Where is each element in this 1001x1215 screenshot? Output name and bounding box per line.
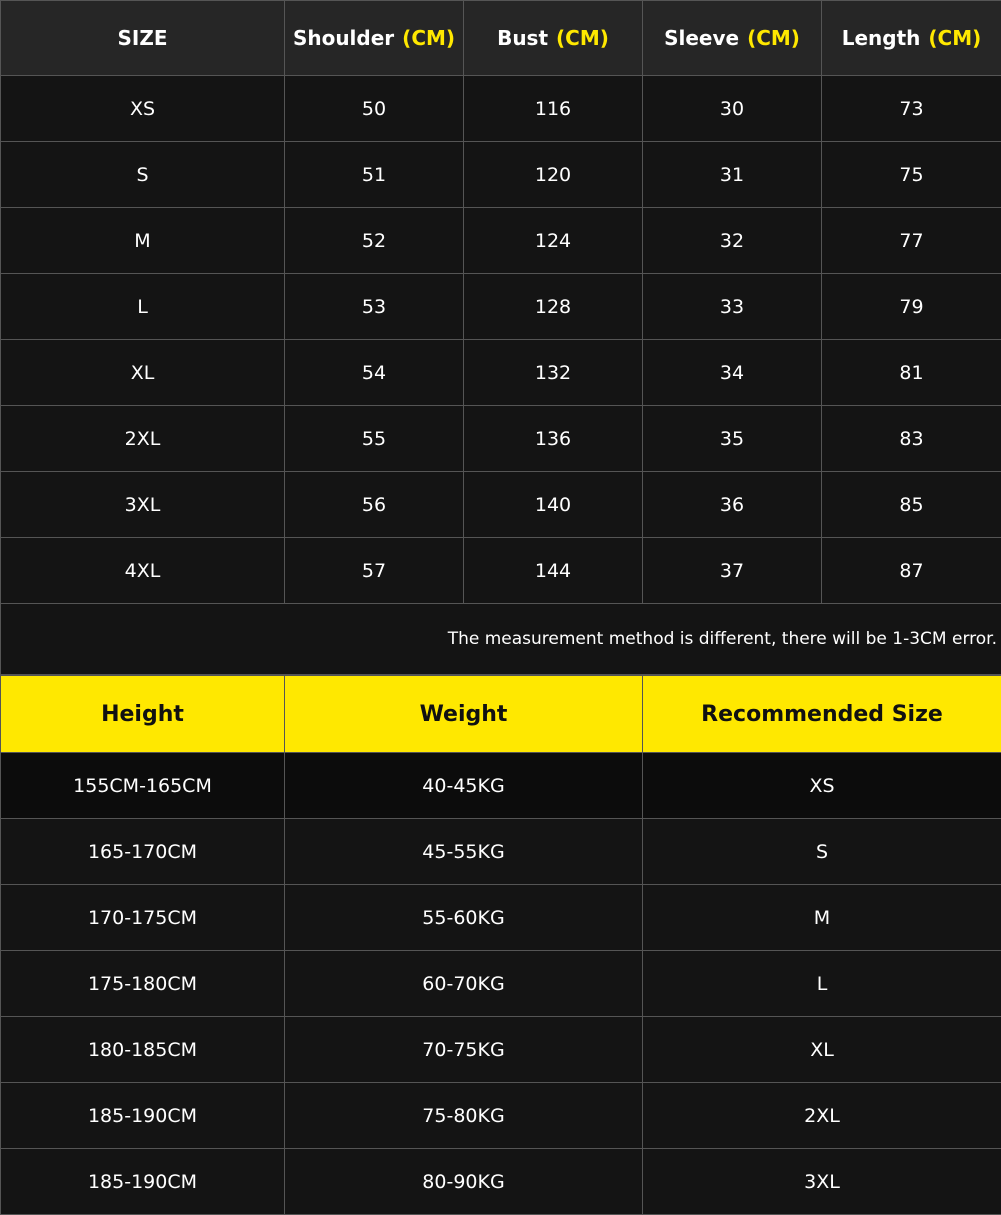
cell-height: 185-190CM (1, 1083, 285, 1149)
cell-size: XL (1, 340, 285, 406)
cell-height: 185-190CM (1, 1149, 285, 1215)
cell-size: 3XL (1, 472, 285, 538)
cell-weight: 45-55KG (285, 819, 643, 885)
cell-length: 73 (822, 76, 1001, 142)
cell-shoulder: 56 (285, 472, 464, 538)
header-length-unit: (CM) (928, 26, 982, 50)
cell-bust: 120 (464, 142, 643, 208)
cell-bust: 132 (464, 340, 643, 406)
cell-recommended-size: 2XL (643, 1083, 1001, 1149)
cell-size: L (1, 274, 285, 340)
cell-size: XS (1, 76, 285, 142)
table-row (1, 1017, 1001, 1083)
cell-recommended-size: XL (643, 1017, 1001, 1083)
header-size: SIZE (1, 1, 285, 76)
cell-sleeve: 37 (643, 538, 822, 604)
size-recommendation-table (0, 675, 1001, 1215)
table-row (1, 406, 1001, 472)
cell-bust: 136 (464, 406, 643, 472)
cell-size: 2XL (1, 406, 285, 472)
header-weight: Weight (285, 676, 643, 753)
cell-weight: 75-80KG (285, 1083, 643, 1149)
cell-length: 81 (822, 340, 1001, 406)
table-row (1, 76, 1001, 142)
cell-recommended-size: 3XL (643, 1149, 1001, 1215)
cell-shoulder: 54 (285, 340, 464, 406)
table-row (1, 1083, 1001, 1149)
measurement-note: The measurement method is different, there will be 1-3CM error. (1, 604, 1001, 675)
cell-sleeve: 35 (643, 406, 822, 472)
cell-bust: 140 (464, 472, 643, 538)
cell-weight: 55-60KG (285, 885, 643, 951)
cell-size: M (1, 208, 285, 274)
cell-sleeve: 30 (643, 76, 822, 142)
cell-height: 170-175CM (1, 885, 285, 951)
header-bust: Bust (CM) (464, 1, 643, 76)
cell-sleeve: 36 (643, 472, 822, 538)
cell-length: 79 (822, 274, 1001, 340)
cell-weight: 80-90KG (285, 1149, 643, 1215)
cell-shoulder: 57 (285, 538, 464, 604)
cell-height: 175-180CM (1, 951, 285, 1017)
cell-sleeve: 34 (643, 340, 822, 406)
cell-weight: 40-45KG (285, 753, 643, 819)
recommendation-header-row (1, 676, 1001, 753)
cell-size: S (1, 142, 285, 208)
cell-bust: 124 (464, 208, 643, 274)
header-sleeve: Sleeve (CM) (643, 1, 822, 76)
cell-bust: 144 (464, 538, 643, 604)
header-shoulder-unit: (CM) (402, 26, 456, 50)
cell-sleeve: 31 (643, 142, 822, 208)
measurement-note-row (1, 604, 1001, 675)
table-row (1, 274, 1001, 340)
table-row (1, 819, 1001, 885)
cell-bust: 128 (464, 274, 643, 340)
header-bust-unit: (CM) (556, 26, 609, 50)
cell-length: 83 (822, 406, 1001, 472)
table-row (1, 340, 1001, 406)
cell-length: 87 (822, 538, 1001, 604)
cell-shoulder: 55 (285, 406, 464, 472)
cell-height: 165-170CM (1, 819, 285, 885)
table-row (1, 951, 1001, 1017)
cell-shoulder: 52 (285, 208, 464, 274)
cell-shoulder: 53 (285, 274, 464, 340)
cell-bust: 116 (464, 76, 643, 142)
header-recommended-size: Recommended Size (643, 676, 1001, 753)
cell-height: 155CM-165CM (1, 753, 285, 819)
header-height: Height (1, 676, 285, 753)
header-sleeve-unit: (CM) (747, 26, 800, 50)
cell-size: 4XL (1, 538, 285, 604)
table-row (1, 472, 1001, 538)
cell-recommended-size: L (643, 951, 1001, 1017)
table-row (1, 208, 1001, 274)
cell-recommended-size: XS (643, 753, 1001, 819)
cell-length: 75 (822, 142, 1001, 208)
table-row (1, 538, 1001, 604)
cell-length: 85 (822, 472, 1001, 538)
header-length: Length (CM) (822, 1, 1001, 76)
table-row (1, 885, 1001, 951)
size-table-header-row (1, 1, 1001, 76)
table-row (1, 753, 1001, 819)
cell-shoulder: 50 (285, 76, 464, 142)
cell-weight: 70-75KG (285, 1017, 643, 1083)
table-row (1, 1149, 1001, 1215)
cell-height: 180-185CM (1, 1017, 285, 1083)
cell-sleeve: 33 (643, 274, 822, 340)
cell-recommended-size: M (643, 885, 1001, 951)
header-shoulder: Shoulder (CM) (285, 1, 464, 76)
cell-weight: 60-70KG (285, 951, 643, 1017)
cell-sleeve: 32 (643, 208, 822, 274)
cell-recommended-size: S (643, 819, 1001, 885)
table-row (1, 142, 1001, 208)
cell-length: 77 (822, 208, 1001, 274)
cell-shoulder: 51 (285, 142, 464, 208)
